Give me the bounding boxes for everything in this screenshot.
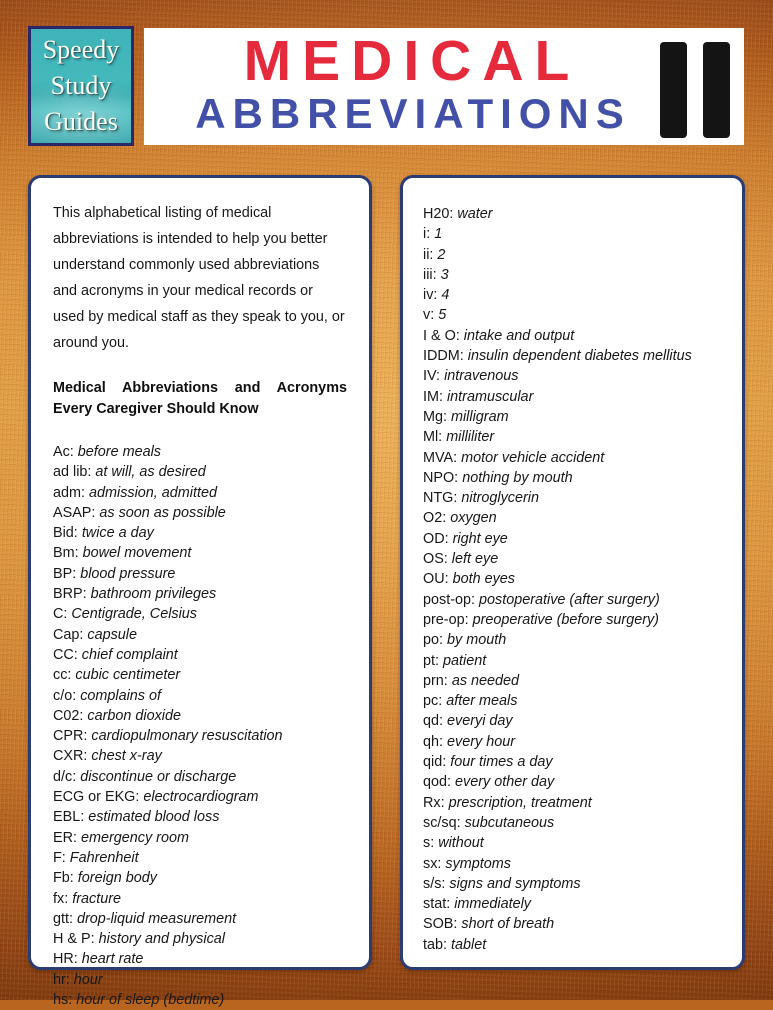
abbreviation-definition: chest x-ray: [91, 748, 162, 765]
abbreviation-term: c/o:: [53, 687, 77, 704]
abbreviation-term: tab:: [423, 936, 448, 953]
abbreviation-term: qd:: [423, 713, 444, 730]
abbreviation-entry: [423, 265, 724, 285]
speedy-study-guides-logo: [28, 26, 134, 146]
abbreviation-entry: [423, 569, 724, 589]
abbreviation-definition: postoperative (after surgery): [479, 591, 660, 608]
title-band: [144, 28, 744, 145]
abbreviation-entry: [423, 671, 724, 691]
abbreviation-entry: [53, 990, 347, 1010]
abbreviation-term: s:: [423, 835, 435, 852]
abbreviation-definition: carbon dioxide: [87, 707, 182, 724]
abbreviation-term: pt:: [423, 652, 439, 669]
abbreviation-entry: [53, 746, 347, 766]
abbreviation-entry: [53, 665, 347, 685]
abbreviation-term: qh:: [423, 733, 444, 750]
abbreviation-term: H & P:: [53, 931, 95, 948]
abbreviation-entry: [423, 651, 724, 671]
page-title-primary: MEDICAL: [243, 29, 581, 93]
abbreviation-entry: [423, 245, 724, 265]
abbreviation-entry: [423, 305, 724, 325]
edition-bar-left: [660, 42, 687, 138]
abbreviation-definition: left eye: [451, 551, 499, 568]
abbreviation-definition: admission, admitted: [89, 484, 217, 501]
abbreviation-definition: estimated blood loss: [88, 809, 220, 826]
abbreviation-definition: milligram: [451, 408, 509, 425]
abbreviation-entry: [53, 503, 347, 523]
abbreviation-entry: [423, 610, 724, 630]
abbreviation-entry: [423, 224, 724, 244]
abbreviation-definition: motor vehicle accident: [461, 449, 605, 466]
abbreviation-definition: foreign body: [77, 870, 158, 887]
abbreviation-definition: every hour: [447, 733, 516, 750]
abbreviation-entry: [53, 787, 347, 807]
abbreviation-term: NTG:: [423, 490, 458, 507]
abbreviation-term: s/s:: [423, 875, 446, 892]
abbreviation-definition: before meals: [77, 444, 161, 460]
abbreviation-entry: [423, 468, 724, 488]
page-title-secondary: ABBREVIATIONS: [195, 90, 631, 137]
abbreviation-term: d/c:: [53, 768, 77, 785]
abbreviation-entry: [423, 488, 724, 508]
abbreviation-term: fx:: [53, 890, 69, 907]
abbreviation-entry: [53, 828, 347, 848]
abbreviation-entry: [423, 894, 724, 914]
abbreviation-definition: at will, as desired: [95, 464, 206, 481]
abbreviation-term: v:: [423, 307, 435, 324]
abbreviation-entry: [53, 584, 347, 604]
abbreviation-definition: discontinue or discharge: [80, 768, 237, 785]
abbreviation-definition: twice a day: [81, 525, 154, 542]
abbreviation-entry: [423, 630, 724, 650]
abbreviation-term: CXR:: [53, 748, 88, 765]
abbreviation-definition: everyi day: [447, 713, 513, 730]
abbreviation-definition: nitroglycerin: [461, 490, 539, 507]
abbreviation-entry: [53, 909, 347, 929]
abbreviation-term: cc:: [53, 667, 72, 684]
abbreviation-entry: [53, 442, 347, 462]
abbreviation-term: EBL:: [53, 809, 85, 826]
abbreviation-term: ad lib:: [53, 464, 92, 481]
abbreviation-entry: [423, 711, 724, 731]
abbreviation-term: H20:: [423, 206, 454, 222]
abbreviation-entry: [53, 645, 347, 665]
abbreviation-definition: 5: [438, 307, 447, 324]
abbreviation-definition: every other day: [455, 774, 555, 791]
abbreviation-term: Cap:: [53, 626, 84, 643]
abbreviation-entry: [423, 874, 724, 894]
abbreviation-definition: 2: [437, 246, 446, 263]
abbreviation-term: OD:: [423, 530, 449, 547]
abbreviation-entry: [423, 772, 724, 792]
abbreviation-entry: [423, 427, 724, 447]
abbreviation-term: hs:: [53, 992, 73, 1009]
abbreviation-entry: [53, 868, 347, 888]
abbreviation-entry: [423, 813, 724, 833]
abbreviation-term: ii:: [423, 246, 434, 263]
abbreviation-term: post-op:: [423, 591, 475, 608]
abbreviation-entry: [423, 529, 724, 549]
abbreviation-definition: bathroom privileges: [90, 586, 217, 603]
abbreviation-term: Ac:: [53, 444, 74, 460]
abbreviation-entry: [423, 752, 724, 772]
abbreviation-term: IDDM:: [423, 348, 464, 365]
abbreviation-entry: [423, 793, 724, 813]
abbreviation-term: CPR:: [53, 728, 88, 745]
logo-line-2: Study: [50, 71, 112, 100]
abbreviation-definition: 4: [441, 287, 450, 304]
abbreviation-term: hr:: [53, 971, 70, 988]
abbreviation-entry: [423, 935, 724, 955]
abbreviation-entry: [53, 564, 347, 584]
abbreviation-definition: intramuscular: [446, 388, 534, 405]
abbreviation-definition: four times a day: [450, 754, 553, 771]
abbreviation-term: C:: [53, 606, 68, 623]
abbreviation-term: Rx:: [423, 794, 445, 811]
abbreviation-definition: right eye: [452, 530, 508, 547]
abbreviation-entry: [423, 407, 724, 427]
abbreviation-entry: [423, 366, 724, 386]
abbreviation-term: ECG or EKG:: [53, 789, 140, 806]
abbreviation-term: IM:: [423, 388, 443, 405]
abbreviation-definition: after meals: [446, 693, 518, 710]
abbreviation-term: pc:: [423, 693, 443, 710]
abbreviation-definition: chief complaint: [81, 646, 178, 663]
abbreviation-entry: [53, 462, 347, 482]
logo-line-1: Speedy: [42, 35, 120, 64]
abbreviation-term: ER:: [53, 829, 77, 846]
abbreviation-definition: cardiopulmonary resuscitation: [91, 728, 283, 745]
abbreviation-entry: [423, 204, 724, 224]
abbreviation-definition: symptoms: [445, 855, 511, 872]
intro-paragraph: This alphabetical listing of medical abbreviations is intended to help you better understand commonly used abbreviations and acronyms in your medical records or used by medical staff as they speak to you, or around you.: [53, 205, 345, 351]
abbreviation-entry: [423, 914, 724, 934]
edition-mark-two: [660, 42, 730, 138]
abbreviation-term: qod:: [423, 774, 452, 791]
abbreviation-term: Bm:: [53, 545, 79, 562]
abbreviation-entry: [53, 686, 347, 706]
abbreviation-definition: subcutaneous: [464, 814, 555, 831]
abbreviation-list-left: [53, 442, 347, 1010]
abbreviation-definition: electrocardiogram: [143, 789, 259, 806]
abbreviation-term: O2:: [423, 510, 447, 527]
abbreviation-term: pre-op:: [423, 611, 469, 628]
abbreviation-term: qid:: [423, 754, 447, 771]
abbreviation-entry: [423, 346, 724, 366]
abbreviation-term: OU:: [423, 571, 449, 588]
abbreviation-list-right: [423, 204, 724, 955]
abbreviation-entry: [53, 929, 347, 949]
abbreviation-definition: intake and output: [463, 327, 575, 344]
abbreviation-definition: capsule: [87, 626, 138, 643]
abbreviation-term: adm:: [53, 484, 85, 501]
abbreviation-definition: emergency room: [81, 829, 189, 846]
abbreviation-entry: [423, 387, 724, 407]
abbreviation-term: IV:: [423, 368, 441, 385]
abbreviation-entry: [53, 807, 347, 827]
abbreviation-entry: [423, 285, 724, 305]
abbreviation-entry: [53, 767, 347, 787]
abbreviation-entry: [53, 848, 347, 868]
abbreviation-definition: water: [457, 206, 493, 222]
edition-bar-right: [703, 42, 730, 138]
right-content-card: [400, 175, 745, 970]
abbreviation-term: prn:: [423, 672, 448, 689]
abbreviation-definition: patient: [443, 652, 487, 669]
abbreviation-definition: preoperative (before surgery): [472, 611, 659, 628]
abbreviation-entry: [423, 732, 724, 752]
logo-line-3: Guides: [44, 107, 118, 136]
abbreviation-term: OS:: [423, 551, 448, 568]
abbreviation-entry: [53, 604, 347, 624]
abbreviation-entry: [423, 508, 724, 528]
abbreviation-definition: without: [438, 835, 484, 852]
abbreviation-term: SOB:: [423, 916, 458, 933]
abbreviation-entry: [423, 833, 724, 853]
abbreviation-entry: [53, 625, 347, 645]
abbreviation-definition: signs and symptoms: [449, 875, 581, 892]
abbreviation-definition: 3: [440, 266, 449, 283]
abbreviation-definition: by mouth: [447, 632, 507, 649]
abbreviation-definition: oxygen: [450, 510, 497, 527]
abbreviation-definition: tablet: [451, 936, 487, 953]
abbreviation-definition: nothing by mouth: [462, 469, 573, 486]
abbreviation-term: sc/sq:: [423, 814, 461, 831]
abbreviation-definition: short of breath: [461, 916, 555, 933]
abbreviation-term: NPO:: [423, 469, 459, 486]
abbreviation-definition: history and physical: [98, 931, 225, 948]
abbreviation-entry: [53, 543, 347, 563]
abbreviation-term: Fb:: [53, 870, 74, 887]
abbreviation-entry: [53, 970, 347, 990]
abbreviation-entry: [53, 726, 347, 746]
abbreviation-definition: 1: [434, 226, 443, 243]
abbreviation-entry: [53, 523, 347, 543]
abbreviation-definition: intravenous: [444, 368, 519, 385]
abbreviation-definition: blood pressure: [80, 565, 176, 582]
left-content-card: [28, 175, 372, 1009]
abbreviation-entry: [423, 326, 724, 346]
abbreviation-definition: Centigrade, Celsius: [71, 606, 197, 623]
abbreviation-entry: [53, 889, 347, 909]
abbreviation-entry: [53, 483, 347, 503]
abbreviation-term: i:: [423, 226, 431, 243]
abbreviation-term: Bid:: [53, 525, 78, 542]
abbreviation-term: MVA:: [423, 449, 458, 466]
abbreviation-definition: complains of: [80, 687, 161, 704]
abbreviation-entry: [423, 549, 724, 569]
abbreviation-entry: [53, 706, 347, 726]
abbreviation-term: stat:: [423, 896, 451, 913]
abbreviation-definition: cubic centimeter: [75, 667, 181, 684]
abbreviation-definition: both eyes: [452, 571, 515, 588]
abbreviation-term: iv:: [423, 287, 438, 304]
abbreviation-definition: drop-liquid measurement: [77, 910, 237, 927]
abbreviation-definition: bowel movement: [82, 545, 192, 562]
abbreviation-definition: as soon as possible: [99, 504, 226, 521]
abbreviation-term: C02:: [53, 707, 84, 724]
abbreviation-entry: [423, 854, 724, 874]
abbreviation-definition: milliliter: [446, 429, 495, 446]
abbreviation-definition: as needed: [451, 672, 520, 689]
abbreviation-entry: [423, 448, 724, 468]
abbreviation-definition: immediately: [454, 896, 531, 913]
abbreviation-definition: insulin dependent diabetes mellitus: [467, 348, 692, 365]
abbreviation-term: CC:: [53, 646, 78, 663]
abbreviation-term: F:: [53, 849, 66, 866]
abbreviation-definition: hour of sleep (bedtime): [76, 992, 225, 1009]
abbreviation-term: BP:: [53, 565, 77, 582]
abbreviation-entry: [423, 590, 724, 610]
abbreviation-entry: [53, 949, 347, 969]
abbreviation-term: Ml:: [423, 429, 443, 446]
abbreviation-entry: [423, 691, 724, 711]
abbreviation-term: gtt:: [53, 910, 73, 927]
abbreviation-term: sx:: [423, 855, 442, 872]
abbreviation-definition: heart rate: [81, 951, 144, 968]
abbreviation-term: I & O:: [423, 327, 460, 344]
abbreviation-definition: fracture: [72, 890, 121, 907]
abbreviation-definition: hour: [73, 971, 103, 988]
abbreviation-term: Mg:: [423, 408, 447, 425]
abbreviation-term: HR:: [53, 951, 78, 968]
abbreviation-term: iii:: [423, 266, 437, 283]
abbreviation-term: po:: [423, 632, 444, 649]
abbreviation-term: BRP:: [53, 586, 87, 603]
abbreviation-definition: prescription, treatment: [448, 794, 592, 811]
abbreviation-term: ASAP:: [53, 504, 96, 521]
section-heading: Medical Abbreviations and Acronyms Every Caregiver Should Know: [53, 380, 347, 417]
page-header: [0, 0, 773, 160]
abbreviation-definition: Fahrenheit: [69, 849, 139, 866]
